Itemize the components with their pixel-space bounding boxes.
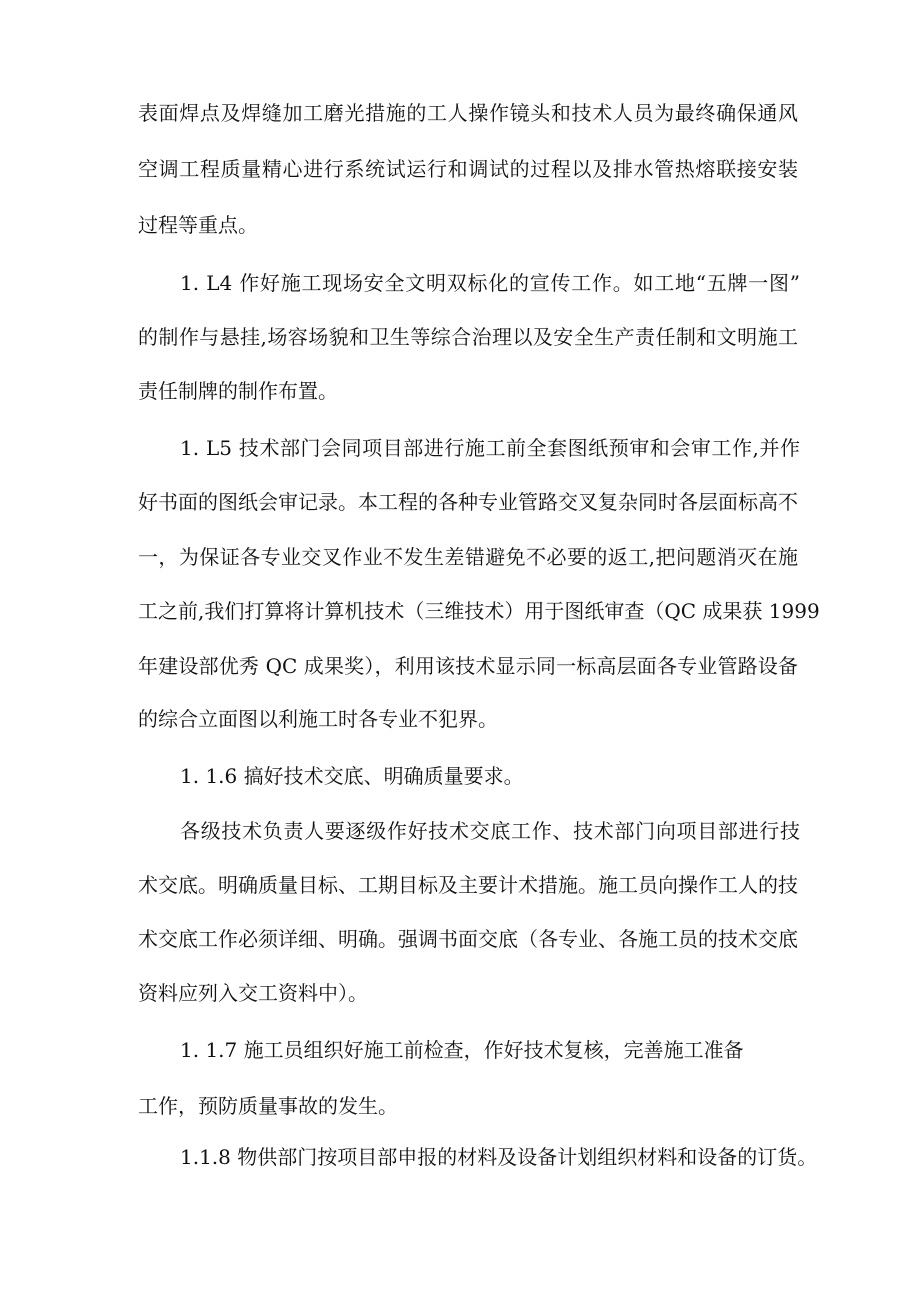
- text-line-5: 的制作与悬挂,场容场貌和卫生等综合治理以及安全生产责任制和文明施工: [138, 325, 798, 349]
- section-1-1-5-heading-line: 1. L5 技术部门会同项目部进行施工前全套图纸预审和会审工作,并作: [180, 436, 800, 460]
- section-1-1-4-heading-line: 1. L4 作好施工现场安全文明双标化的宣传工作。如工地“五牌一图”: [180, 271, 800, 295]
- text-line-1: 表面焊点及焊缝加工磨光措施的工人操作镜头和技术人员为最终确保通风: [138, 101, 798, 125]
- section-1-1-8-heading-line: 1.1.8 物供部门按项目部申报的材料及设备计划组织材料和设备的订货。: [180, 1145, 818, 1169]
- text-line-8: 好书面的图纸会审记录。本工程的各种专业管路交叉复杂同时各层面标高不: [138, 490, 798, 514]
- section-1-1-6-heading-line: 1. 1.6 搞好技术交底、明确质量要求。: [180, 764, 524, 788]
- text-line-15: 术交底。明确质量目标、工期目标及主要计术措施。施工员向操作工人的技: [138, 873, 798, 897]
- text-line-3: 过程等重点。: [138, 213, 258, 237]
- text-line-12: 的综合立面图以利施工时各专业不犯界。: [138, 707, 498, 731]
- text-line-17: 资料应列入交工资料中）。: [138, 981, 368, 1005]
- text-line-16: 术交底工作必须详细、明确。强调书面交底（各专业、各施工员的技术交底: [138, 927, 798, 951]
- text-line-11: 年建设部优秀 QC 成果奖），利用该技术显示同一标高层面各专业管路设备: [138, 654, 798, 678]
- text-line-6: 责任制牌的制作布置。: [138, 379, 338, 403]
- text-line-10: 工之前,我们打算将计算机技术（三维技术）用于图纸审查（QC 成果获 1999: [138, 599, 820, 623]
- text-line-2: 空调工程质量精心进行系统试运行和调试的过程以及排水管热熔联接安装: [138, 157, 798, 181]
- text-line-19: 工作，预防质量事故的发生。: [138, 1094, 398, 1118]
- section-1-1-7-heading-line: 1. 1.7 施工员组织好施工前检查，作好技术复核，完善施工准备: [180, 1038, 744, 1062]
- text-line-14: 各级技术负责人要逐级作好技术交底工作、技术部门向项目部进行技: [180, 819, 800, 843]
- text-line-9: 一，为保证各专业交叉作业不发生差错避免不必要的返工,把问题消灭在施: [138, 545, 798, 569]
